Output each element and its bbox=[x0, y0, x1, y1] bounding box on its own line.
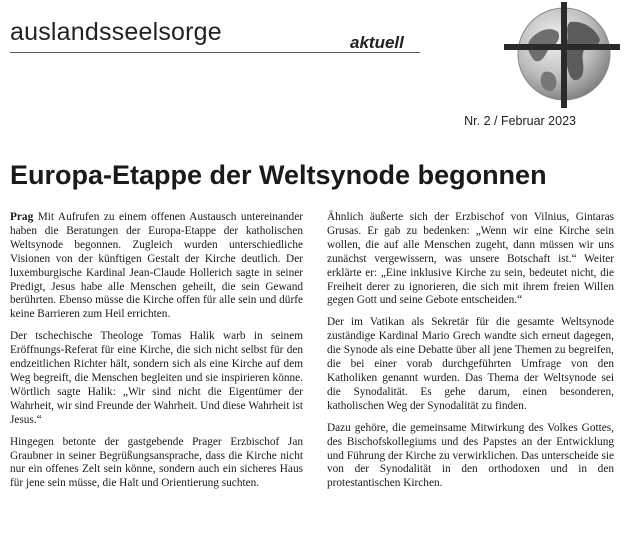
article-paragraph: Ähnlich äußerte sich der Erzbischof von Vilnius, Gintaras Grusas. Er gab zu bedenken: „Wenn wir eine Kirche sein wollen, die auf alle Menschen zugeht, dann müssen wir uns zunächst vergewissern, was unsere Botschaft ist.“ Weiter erklärte er: „Eine inklusive Kirche zu sein, bedeutet nicht, die Freiheit derer zu ignorieren, die sich mit ihrem freien Willen gegen Gott und seine Gebote entscheiden.“ bbox=[327, 211, 614, 307]
article-paragraph: Dazu gehöre, die gemeinsame Mitwirkung des Volkes Gottes, des Bischofskollegiums und des Papstes an der Entwicklung und Führung der Kirche zu verwirklichen. Das unterscheide sie von der Synodalität in den orthodoxen und in den protestantischen Kirchen. bbox=[327, 421, 614, 490]
article-paragraph: Der im Vatikan als Sekretär für die gesamte Weltsynode zuständige Kardinal Mario Grech wandte sich erneut dagegen, die Synode als eine Debatte über all jene Themen zu begreifen, die bei einer vorab durchgeführten Umfrage von den Katholiken genannt wurden. Das Thema der Weltsynode sei die Synodalität. Es gehe darum, einen besonderen, katholischen Weg der Synodalität zu finden. bbox=[327, 316, 614, 412]
masthead-tag: aktuell bbox=[350, 33, 404, 52]
article-column-right bbox=[327, 211, 614, 499]
issue-label: Nr. 2 / Februar 2023 bbox=[464, 114, 576, 128]
masthead-rule bbox=[10, 52, 420, 53]
dateline: Prag bbox=[10, 211, 34, 223]
headline: Europa-Etappe der Weltsynode begonnen bbox=[10, 160, 547, 190]
paragraph-text: Mit Aufrufen zu einem offenen Austausch untereinander haben die Beratungen der Europa-Etappe der katholischen Weltsynode begonnen. Zugleich wurden unterschiedliche Visionen von der künftigen Gestalt der Kirche deutlich. Der luxemburgische Kardinal Jean-Claude Hollerich sagte in seiner Predigt, Jesus habe alle Menschen geheilt, die sein Gewand berührten. Ebenso müsse die Kirche offen für alle sein und dürfe keine Barrieren zum Heil errichten. bbox=[10, 211, 303, 321]
article-paragraph: Hingegen betonte der gastgebende Prager Erzbischof Jan Graubner in seiner Begrüßungsansprache, dass die Kirche nicht nur ein offenes Zelt sein könne, sondern auch ein sicheres Haus für jene sein müsse, die Halt und Orientierung suchten. bbox=[10, 435, 303, 490]
article-paragraph bbox=[10, 211, 303, 322]
article-column-left bbox=[10, 211, 303, 499]
masthead-title: auslandsseelsorge bbox=[10, 18, 222, 46]
article-paragraph: Der tschechische Theologe Tomas Halik warb in seinem Eröffnungs-Referat für eine Kirche, die sich nicht selbst für den endzeitlichen Richter hält, sondern sich als eine Kirche auf dem Weg begreift, die Menschen begleiten und sie inspirieren könne. Wörtlich sagte Halik: „Wir sind nicht die Eigentümer der Wahrheit, wir sind Freunde der Wahrheit. Und diese Wahrheit ist Jesus.“ bbox=[10, 330, 303, 426]
globe-cross-logo-icon bbox=[500, 0, 624, 110]
